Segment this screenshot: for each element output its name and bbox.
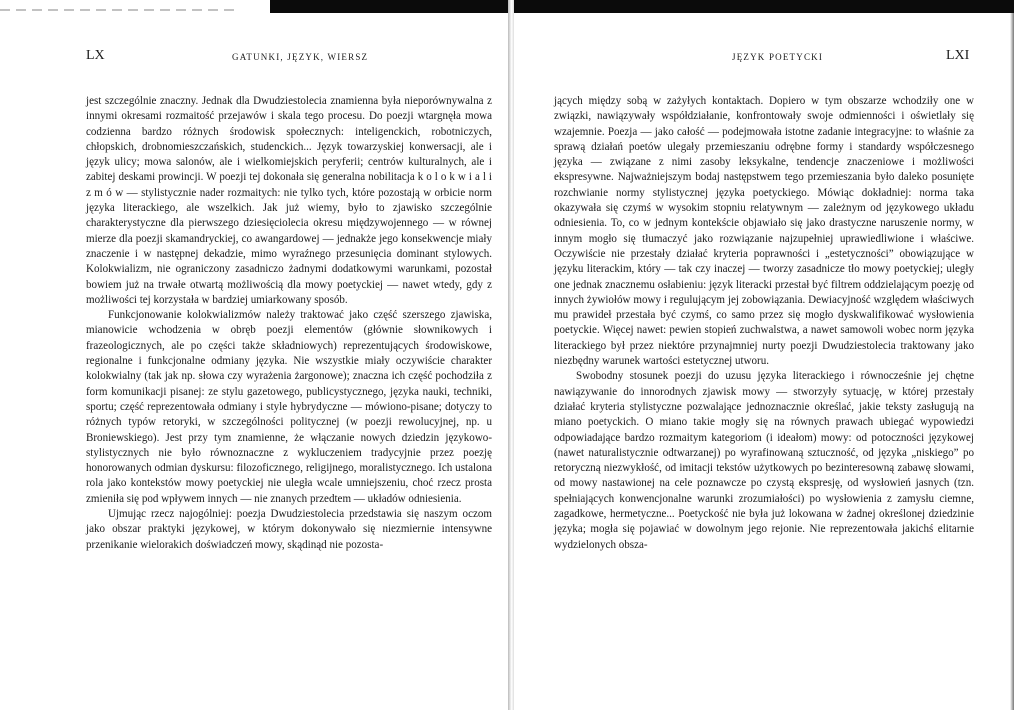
paragraph: Funkcjonowanie kolokwializmów należy traktować jako część szerszego zjawiska, mianowicie wchodzenia w obręb poezji elementów (głównie słownikowych i frazeologicznych, ale po części także składniowych) reprezentujących środowiskowe, regionalne i funkcjonalne odmiany języka. Nie wszystkie miały oczywiście charakter kolokwialny (tak jak np. słowa czy wyrażenia żargonowe); znaczna ich część pochodziła z form komunikacji pisanej: ze stylu gazetowego, publicystycznego, języka nauki, techniki, sportu; część reprezentowała odmiany i style hybrydyczne — mówiono-pisane; dotyczy to różnych typów retoryki, w szczególności politycznej (w poezji rewolucyjnej, np. u Broniewskiego). Jest przy tym znamienne, że włączanie nowych dziedzin językowo-stylistycznych nie było równoznaczne z wykluczeniem tradycyjnie przez poezję honorowanych odmian dyskursu: filozoficznego, religijnego, moralistycznego. Ich ustalona rola jako kontekstów mowy poetyckiej nie uległa wcale umniejszeniu, choć rzecz prosta zmieniła się pod wpływem innych — nie znanych przedtem — układów odniesienia. (86, 309, 492, 505)
page-number-left: LX (86, 48, 105, 63)
paragraph: jących między sobą w zażyłych kontaktach. Dopiero w tym obszarze wchodziły one w związki, nawiązywały współdziałanie, konfrontowały swoje odmienności i oświetlały się wzajemnie. Poezja — jako całość — podejmowała istotne zadanie integracyjne: to właśnie za sprawą działań poetów ulegały przemieszaniu odrębne formy i standardy współczesnego języka — związane z nimi zasoby leksykalne, tendencje znaczeniowe i możliwości ekspresywne. Najważniejszym bodaj następstwem tego przemieszania było daleko posunięte rozchwianie normy stylistycznej języka poetyckiego. Mówiąc dokładniej: norma taka okazywała się czymś w wysokim stopniu relatywnym — zależnym od językowego układu odniesienia. To, co w jednym kontekście objawiało się jako drastyczne naruszenie normy, w innym mogło się tłumaczyć jako rozwiązanie najzupełniej uprawiedliwione i właściwe. Oczywiście nie przestały działać kryteria poprawności i „estetyczności” obowiązujące w języku literackim, który — tak czy inaczej — tworzy zasadnicze tło mowy poetyckiej; uległy one jednak znacznemu osłabieniu: język literacki przestał być filtrem oddzielającym poezję od innych żywiołów mowy i regulującym jej zobowiązania. Dewiacyjność względem właściwych mu prawideł przestała być czymś, co samo przez się mogło dyskwalifikować wysłowienia poetyckie. Więcej nawet: pewien stopień zuchwalstwa, a nawet samowoli wobec norm języka literackiego był przez niektóre przynajmniej nurty poezji Dwudziestolecia traktowany jako niezbędny warunek wartości estetycznej utworu. (554, 95, 974, 368)
paragraph: Swobodny stosunek poezji do uzusu języka literackiego i równocześnie jej chętne nawiązywanie do innorodnych zjawisk mowy — stworzyły sytuację, w której przestały działać kryteria stylistyczne pozwalające jednoznacznie określać, jakie teksty zasługują na miano poetyckich. O miano takie mogły się na równych prawach ubiegać wypowiedzi odpowiadające bardzo rozmaitym kategoriom (i ideałom) mowy: od potoczności językowej (nawet naturalistycznie odtwarzanej) po wyrafinowaną sztuczność, od języka „niskiego” po retoryczną niezwykłość, od imitacji tekstów użytkowych po bezinteresowną zabawę słowami, od mowy nastawionej na cele poznawcze po czystą ekspresję, od wysłowień jasnych (tzn. spełniających konwencjonalne warunki zrozumiałości) po wysłowienia z zamysłu ciemne, zagadkowe, hermetyczne... Poetyckość nie była już lokowana w żadnej określonej dziedzinie języka; mogła się pojawiać w dowolnym jego rejonie. Nie reprezentowała jakichś elitarnie wydzielonych obsza- (554, 370, 974, 551)
paragraph: Ujmując rzecz najogólniej: poezja Dwudziestolecia przedstawia się naszym oczom jako obszar praktyki językowej, w którym dokonywało się niezmiernie intensywne przenikanie wielorakich doświadczeń mowy, skądinąd nie pozosta- (86, 508, 492, 551)
running-head-left: GATUNKI, JĘZYK, WIERSZ (232, 52, 369, 62)
page-number-right: LXI (946, 48, 970, 63)
paragraph: jest szczególnie znaczny. Jednak dla Dwudziestolecia znamienna była nieporównywalna z innymi okresami rozmaitość przejawów i skala tego procesu. Do poezji wtargnęła mowa codzienna bardzo różnych środowisk społecznych: inteligenckich, robotniczych, chłopskich, drobnomieszczańskich, studenckich... Język towarzyskiej konwersacji, ale i język ulicy; mowa salonów, ale i wielkomiejskich peryferii; centrów kulturalnych, ale i zabitej deskami prowincji. W poezji tej dokonała się generalna nobilitacja k o l o k w i a l i z m ó w — stylistycznie nader rozmaitych: nie tylko tych, które pozostają w orbicie norm języka literackiego, ale wszelkich. Jak już wiemy, było to zjawisko szczególnie charakterystyczne dla pierwszego dziesięciolecia okresu międzywojennego — w równej mierze dla poezji skamandryckiej, co awangardowej — jednakże jego konsekwencje miały znaczenie i w następnej dekadzie, mimo wyraźnego przesunięcia dominant stylowych. Kolokwializm, nie ograniczony zasadniczo żadnymi dodatkowymi warunkami, pozostał bowiem już na trwałe otwartą możliwością dla mowy poetyckiej — nawet wtedy, gdy z możliwości tej korzystała w bardziej umiarkowany sposób. (86, 95, 492, 306)
left-body-text (86, 94, 492, 553)
right-body-text (554, 94, 974, 553)
running-head-right: JĘZYK POETYCKI (732, 52, 824, 62)
